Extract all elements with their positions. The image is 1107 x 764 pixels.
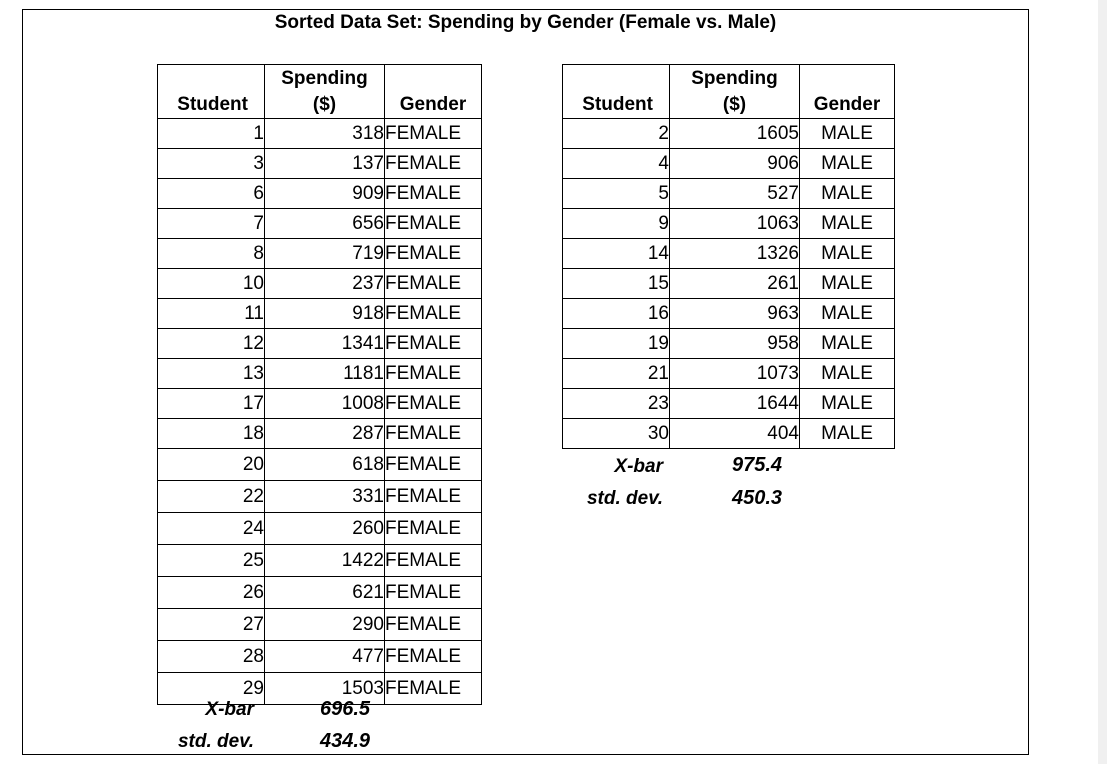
top-border xyxy=(22,0,1029,1)
table-row xyxy=(158,269,482,299)
gender-cell: FEMALE xyxy=(385,609,482,641)
female-stddev-label: std. dev. xyxy=(177,731,254,752)
gender-cell: FEMALE xyxy=(385,149,482,179)
female-xbar-value: 696.5 xyxy=(320,698,371,720)
table-row xyxy=(158,419,482,449)
gender-cell: MALE xyxy=(800,179,895,209)
student-cell: 24 xyxy=(158,513,265,545)
student-cell: 15 xyxy=(563,269,670,299)
table-row xyxy=(158,389,482,419)
spending-cell: 1422 xyxy=(265,545,385,577)
gender-cell: FEMALE xyxy=(385,119,482,149)
spending-cell: 331 xyxy=(265,481,385,513)
student-cell: 18 xyxy=(158,419,265,449)
spending-cell: 1326 xyxy=(670,239,800,269)
student-cell: 16 xyxy=(563,299,670,329)
student-cell: 14 xyxy=(563,239,670,269)
table-row xyxy=(158,119,482,149)
table-header-row xyxy=(563,65,895,119)
student-cell: 20 xyxy=(158,449,265,481)
student-cell: 4 xyxy=(563,149,670,179)
spending-cell: 1181 xyxy=(265,359,385,389)
male-xbar-value: 975.4 xyxy=(732,454,783,476)
table-row xyxy=(563,299,895,329)
table-row xyxy=(158,609,482,641)
spending-cell: 963 xyxy=(670,299,800,329)
spending-header-line1: Spending xyxy=(691,68,778,89)
gender-cell: MALE xyxy=(800,239,895,269)
female-table-body xyxy=(158,119,482,705)
column-header-spending xyxy=(670,65,800,119)
spending-cell: 1008 xyxy=(265,389,385,419)
gender-cell: FEMALE xyxy=(385,577,482,609)
column-header-student: Student xyxy=(563,65,670,119)
gender-cell: MALE xyxy=(800,269,895,299)
student-cell: 1 xyxy=(158,119,265,149)
spending-cell: 1605 xyxy=(670,119,800,149)
gender-cell: MALE xyxy=(800,359,895,389)
male-xbar-label: X-bar xyxy=(614,456,663,477)
student-cell: 5 xyxy=(563,179,670,209)
column-header-gender: Gender xyxy=(385,65,482,119)
table-row xyxy=(158,329,482,359)
spending-cell: 906 xyxy=(670,149,800,179)
table-row xyxy=(158,641,482,673)
gender-cell: MALE xyxy=(800,119,895,149)
spending-cell: 404 xyxy=(670,419,800,449)
gender-cell: FEMALE xyxy=(385,481,482,513)
student-cell: 19 xyxy=(563,329,670,359)
student-cell: 8 xyxy=(158,239,265,269)
student-cell: 13 xyxy=(158,359,265,389)
table-row xyxy=(563,239,895,269)
spending-cell: 260 xyxy=(265,513,385,545)
table-row xyxy=(158,299,482,329)
gender-cell: MALE xyxy=(800,329,895,359)
student-cell: 2 xyxy=(563,119,670,149)
spending-cell: 1503 xyxy=(265,673,385,705)
gender-cell: FEMALE xyxy=(385,209,482,239)
gender-cell: MALE xyxy=(800,149,895,179)
student-cell: 25 xyxy=(158,545,265,577)
student-cell: 11 xyxy=(158,299,265,329)
spending-cell: 527 xyxy=(670,179,800,209)
table-row xyxy=(563,419,895,449)
student-cell: 27 xyxy=(158,609,265,641)
table-row xyxy=(563,179,895,209)
table-row xyxy=(158,359,482,389)
female-stddev-value: 434.9 xyxy=(320,730,371,752)
table-row xyxy=(563,359,895,389)
table-row xyxy=(158,179,482,209)
student-cell: 3 xyxy=(158,149,265,179)
gender-cell: MALE xyxy=(800,209,895,239)
spending-cell: 237 xyxy=(265,269,385,299)
gender-cell: FEMALE xyxy=(385,359,482,389)
spending-header-line1: Spending xyxy=(281,68,368,89)
student-cell: 10 xyxy=(158,269,265,299)
spending-cell: 1644 xyxy=(670,389,800,419)
student-cell: 17 xyxy=(158,389,265,419)
gender-cell: FEMALE xyxy=(385,389,482,419)
student-cell: 6 xyxy=(158,179,265,209)
student-cell: 30 xyxy=(563,419,670,449)
scrollbar-track[interactable] xyxy=(1098,0,1107,764)
spending-cell: 261 xyxy=(670,269,800,299)
spending-cell: 1341 xyxy=(265,329,385,359)
student-cell: 23 xyxy=(563,389,670,419)
male-table-body xyxy=(563,119,895,449)
page-title: Sorted Data Set: Spending by Gender (Female vs. Male) xyxy=(274,12,777,33)
student-cell: 26 xyxy=(158,577,265,609)
spending-header-line2: ($) xyxy=(722,94,747,115)
female-xbar-label: X-bar xyxy=(205,699,254,720)
table-row xyxy=(563,209,895,239)
spending-cell: 477 xyxy=(265,641,385,673)
gender-cell: FEMALE xyxy=(385,329,482,359)
gender-cell: MALE xyxy=(800,419,895,449)
spending-cell: 621 xyxy=(265,577,385,609)
gender-cell: FEMALE xyxy=(385,545,482,577)
spending-cell: 1063 xyxy=(670,209,800,239)
spending-cell: 656 xyxy=(265,209,385,239)
gender-cell: FEMALE xyxy=(385,449,482,481)
spending-cell: 318 xyxy=(265,119,385,149)
spending-cell: 918 xyxy=(265,299,385,329)
table-header-row xyxy=(158,65,482,119)
gender-cell: FEMALE xyxy=(385,239,482,269)
table-row xyxy=(158,513,482,545)
table-row xyxy=(158,577,482,609)
gender-cell: FEMALE xyxy=(385,513,482,545)
table-row xyxy=(563,389,895,419)
spending-cell: 137 xyxy=(265,149,385,179)
spending-header-line2: ($) xyxy=(312,94,337,115)
gender-cell: MALE xyxy=(800,299,895,329)
male-stddev-value: 450.3 xyxy=(732,487,783,509)
student-cell: 28 xyxy=(158,641,265,673)
gender-cell: FEMALE xyxy=(385,179,482,209)
gender-cell: FEMALE xyxy=(385,299,482,329)
column-header-student: Student xyxy=(158,65,265,119)
student-cell: 7 xyxy=(158,209,265,239)
male-spending-table xyxy=(562,64,895,449)
table-row xyxy=(158,239,482,269)
table-row xyxy=(563,149,895,179)
table-row xyxy=(158,545,482,577)
student-cell: 21 xyxy=(563,359,670,389)
gender-cell: FEMALE xyxy=(385,673,482,705)
student-cell: 12 xyxy=(158,329,265,359)
table-row xyxy=(158,149,482,179)
spending-cell: 618 xyxy=(265,449,385,481)
gender-cell: FEMALE xyxy=(385,641,482,673)
spending-cell: 719 xyxy=(265,239,385,269)
table-row xyxy=(563,269,895,299)
student-cell: 29 xyxy=(158,673,265,705)
table-row xyxy=(158,481,482,513)
table-row xyxy=(158,209,482,239)
gender-cell: MALE xyxy=(800,389,895,419)
male-stddev-label: std. dev. xyxy=(586,488,663,509)
spending-cell: 909 xyxy=(265,179,385,209)
spending-cell: 1073 xyxy=(670,359,800,389)
table-row xyxy=(158,449,482,481)
spending-cell: 958 xyxy=(670,329,800,359)
spending-cell: 290 xyxy=(265,609,385,641)
female-spending-table xyxy=(157,64,482,705)
gender-cell: FEMALE xyxy=(385,419,482,449)
column-header-spending xyxy=(265,65,385,119)
column-header-gender: Gender xyxy=(800,65,895,119)
student-cell: 9 xyxy=(563,209,670,239)
spending-cell: 287 xyxy=(265,419,385,449)
table-row xyxy=(563,119,895,149)
student-cell: 22 xyxy=(158,481,265,513)
gender-cell: FEMALE xyxy=(385,269,482,299)
table-row xyxy=(563,329,895,359)
